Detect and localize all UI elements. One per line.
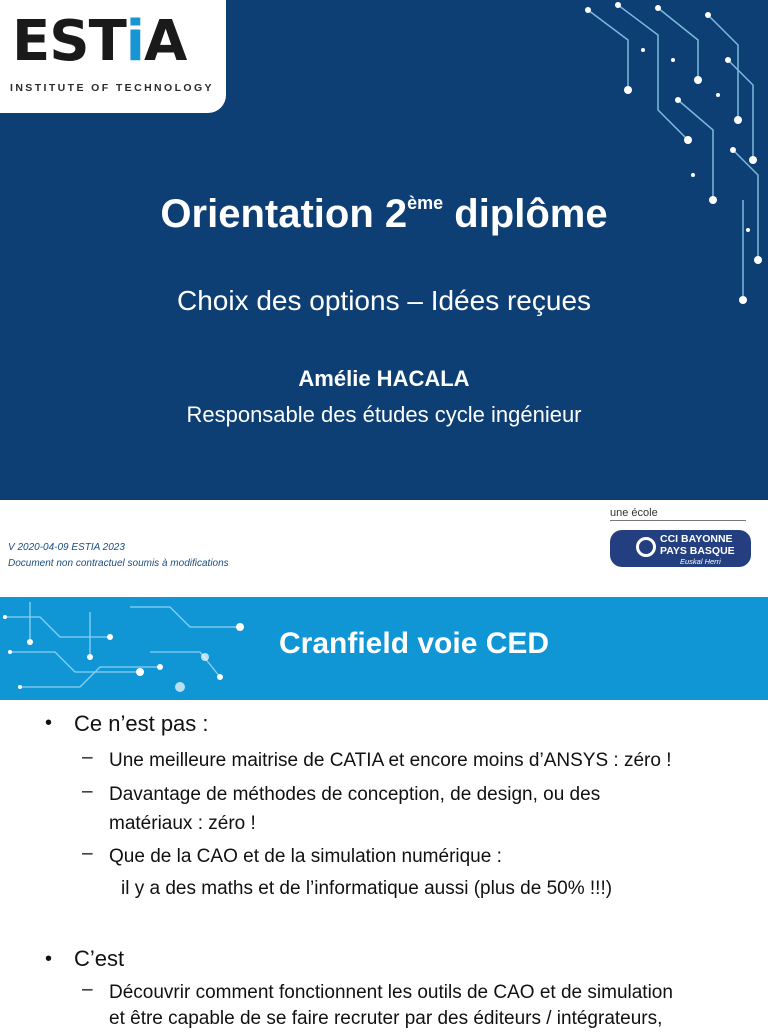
- list-item: Que de la CAO et de la simulation numérique :: [109, 846, 502, 867]
- bullet-icon: •: [45, 948, 53, 970]
- logo-wordmark: ESTiA: [12, 9, 187, 74]
- list-item: Découvrir comment fonctionnent les outils de CAO et de simulation: [109, 982, 673, 1003]
- dash-icon: –: [82, 747, 93, 768]
- ecole-label: une école: [610, 507, 658, 519]
- list-item: Davantage de méthodes de conception, de design, ou des: [109, 784, 601, 805]
- list-item-continuation: matériaux : zéro !: [109, 813, 256, 834]
- slide-subtitle: Choix des options – Idées reçues: [176, 285, 592, 316]
- cci-line1: CCI BAYONNE: [660, 533, 733, 545]
- dash-icon: –: [82, 781, 93, 802]
- dash-icon: –: [82, 843, 93, 864]
- bullet-heading-1: Ce n’est pas :: [74, 711, 209, 736]
- author-role: Responsable des études cycle ingénieur: [186, 402, 582, 427]
- bullet-heading-2: C’est: [74, 946, 125, 971]
- author-name: Amélie HACALA: [298, 366, 470, 391]
- section-title: Cranfield voie CED: [279, 627, 550, 660]
- logo-subtitle: INSTITUTE OF TECHNOLOGY: [10, 82, 214, 94]
- title-slide: [0, 0, 768, 500]
- list-item-continuation: il y a des maths et de l’informatique aussi (plus de 50% !!!): [121, 878, 613, 899]
- divider: [610, 520, 746, 521]
- version-note: V 2020-04-09 ESTIA 2023 Document non contractuel soumis à modifications: [8, 542, 229, 569]
- slide-title: Orientation 2ème diplôme: [160, 192, 608, 236]
- cci-logo-icon: [636, 537, 656, 557]
- cci-line3: Euskal Herri: [680, 557, 721, 566]
- circuit-decoration-left: [0, 597, 260, 700]
- list-item: Une meilleure maitrise de CATIA et encore moins d’ANSYS : zéro !: [109, 750, 672, 771]
- dash-icon: –: [82, 979, 93, 1000]
- cci-line2: PAYS BASQUE: [660, 545, 735, 557]
- list-item-continuation: et être capable de se faire recruter par des éditeurs / intégrateurs,: [109, 1008, 663, 1029]
- bullet-icon: •: [45, 712, 53, 734]
- estia-logo: [0, 0, 226, 113]
- circuit-decoration: [558, 0, 768, 330]
